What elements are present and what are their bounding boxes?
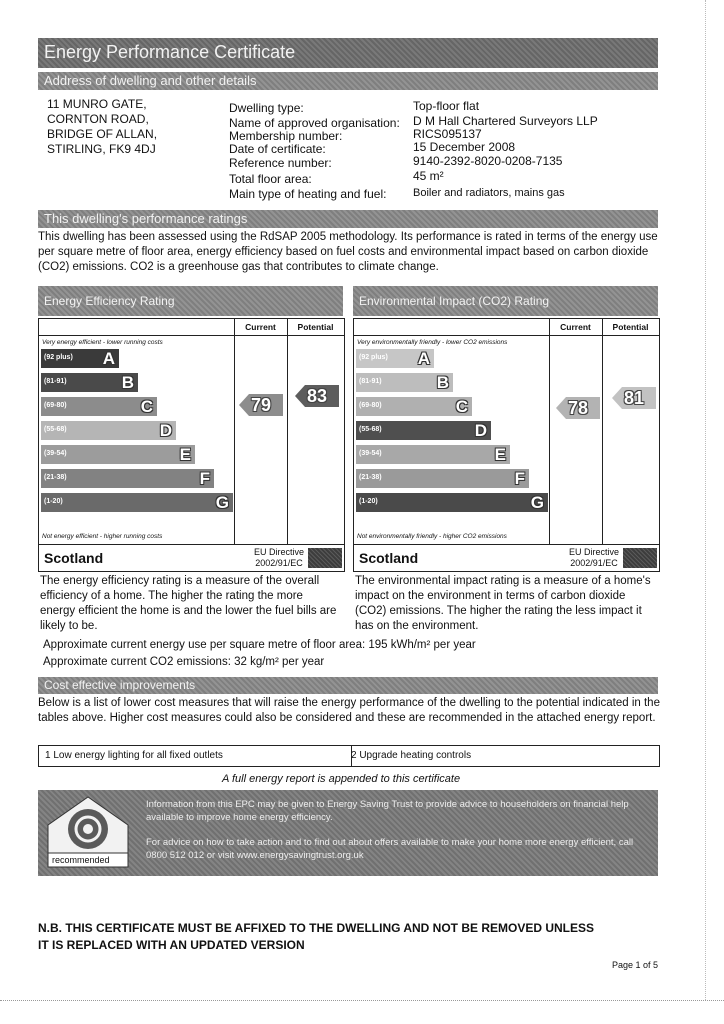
detail-label: Dwelling type: (229, 101, 304, 115)
rating-band-c (41, 397, 157, 416)
col-current: Current (245, 322, 276, 332)
top-note: Very environmentally friendly - lower CO2 emissions (357, 339, 508, 346)
band-letter: C (140, 397, 153, 416)
environment-description: The environmental impact rating is a measure of a home's impact on the environment in terms of carbon dioxide (CO2) emissions. The higher the rating the less impact it has on the environment. (355, 575, 651, 632)
improvements-intro: Below is a list of lower cost measures that will raise the energy performance of the dwelling to the potential indicated in the tables above. Higher cost measures could also be considered and these are recommended in the attached energy report. (38, 697, 660, 724)
energy-description: The energy efficiency rating is a measure of the overall efficiency of a home. The higher the rating the more energy efficient the home is and the lower the fuel bills are likely to be. (40, 575, 337, 632)
improvement-item: 2 Upgrade heating controls (351, 750, 472, 761)
col-potential: Potential (297, 322, 334, 332)
bottom-note: Not environmentally friendly - higher CO2 emissions (357, 533, 507, 540)
improvements-table (38, 745, 660, 767)
band-range: (69-80) (359, 402, 382, 409)
detail-label: Date of certificate: (229, 142, 326, 156)
est-logo-text: recommended (52, 855, 110, 865)
page-title: Energy Performance Certificate (44, 42, 296, 62)
band-letter: B (121, 373, 134, 392)
band-range: (55-68) (44, 426, 67, 433)
rating-band-d (356, 421, 491, 440)
country-label: Scotland (44, 550, 104, 566)
band-letter: F (199, 469, 210, 488)
nb-line-1: N.B. THIS CERTIFICATE MUST BE AFFIXED TO THE DWELLING AND NOT BE REMOVED UNLESS (38, 921, 595, 935)
column-divider (549, 319, 550, 545)
detail-value: 45 m² (413, 169, 444, 183)
co2-emissions-text: Approximate current CO2 emissions: 32 kg/m² per year (43, 656, 325, 668)
band-range: (92 plus) (44, 354, 73, 361)
band-range: (39-54) (359, 450, 382, 457)
title-band (38, 38, 658, 68)
rating-band-c (356, 397, 472, 416)
improvements-heading: Cost effective improvements (44, 678, 196, 692)
detail-label: Main type of heating and fuel: (229, 187, 387, 201)
address-heading: Address of dwelling and other details (44, 73, 257, 88)
band-range: (69-80) (44, 402, 67, 409)
band-range: (21-38) (359, 474, 382, 481)
est-info-2: For advice on how to take action and to find out about offers available to make your home more energy efficient, call 0800 512 012 or visit www.energysavingtrust.org.uk (146, 837, 634, 861)
rating-band-g (41, 493, 233, 512)
detail-value: 15 December 2008 (413, 140, 516, 154)
address-line: STIRLING, FK9 4DJ (47, 142, 156, 156)
scan-edge-line (705, 0, 706, 1000)
eu-directive-code: 2002/91/EC (570, 558, 618, 568)
ratings-intro: This dwelling has been assessed using the RdSAP 2005 methodology. Its performance is rated in terms of the energy use per square metre of floor area, energy efficiency based on fuel costs and environmental impact based on carbon dioxide (CO2) emissions. CO2 is a greenhouse gas that contributes to climate change. (38, 231, 658, 273)
band-range: (39-54) (44, 450, 67, 457)
potential-rating: 83 (307, 386, 328, 406)
eu-directive (569, 547, 619, 569)
col-current: Current (560, 322, 591, 332)
band-letter: D (159, 421, 172, 440)
rating-band-g (356, 493, 548, 512)
rating-band-a (356, 349, 434, 368)
band-range: (1-20) (44, 498, 63, 505)
current-rating-arrow (556, 397, 600, 419)
full-report-note: A full energy report is appended to this certificate (222, 773, 461, 785)
detail-value: Boiler and radiators, mains gas (413, 187, 565, 199)
rating-band-d (41, 421, 176, 440)
bottom-note: Not energy efficient - higher running costs (42, 533, 163, 540)
band-letter: A (102, 349, 115, 368)
band-letter: F (514, 469, 525, 488)
detail-label: Total floor area: (229, 172, 312, 186)
energy-saving-trust-logo (44, 795, 132, 871)
band-letter: A (417, 349, 430, 368)
environment-panel-heading: Environmental Impact (CO2) Rating (359, 294, 550, 308)
improvements-heading-band (38, 677, 658, 694)
eu-directive (254, 547, 304, 569)
band-letter: E (494, 445, 506, 464)
column-divider (234, 319, 235, 545)
band-range: (21-38) (44, 474, 67, 481)
eu-flag (623, 548, 657, 568)
rating-band-f (41, 469, 214, 488)
rating-band-e (356, 445, 510, 464)
environment-rating-panel (353, 318, 660, 572)
nb-line-2: IT IS REPLACED WITH AN UPDATED VERSION (38, 938, 305, 952)
potential-rating-arrow (295, 385, 339, 407)
top-note: Very energy efficient - lower running costs (42, 339, 163, 346)
detail-label: Membership number: (229, 129, 343, 143)
address-heading-band (38, 72, 658, 90)
rating-band-f (356, 469, 529, 488)
eu-flag (308, 548, 342, 568)
band-range: (81-91) (44, 378, 67, 385)
band-range: (1-20) (359, 498, 378, 505)
band-letter: G (215, 493, 229, 512)
current-rating: 79 (251, 395, 272, 415)
rating-band-a (41, 349, 119, 368)
column-divider (602, 319, 603, 545)
col-potential: Potential (612, 322, 649, 332)
potential-rating-arrow (612, 387, 656, 409)
ratings-heading: This dwelling's performance ratings (44, 211, 248, 226)
detail-value: Top-floor flat (413, 99, 480, 113)
energy-panel-heading: Energy Efficiency Rating (44, 294, 175, 308)
eu-directive-line: EU Directive (568, 547, 619, 557)
improvement-item: 1 Low energy lighting for all fixed outlets (45, 750, 223, 761)
band-letter: D (474, 421, 487, 440)
energy-panel-heading-band (38, 286, 343, 316)
address-line: CORNTON ROAD, (47, 112, 149, 126)
country-label: Scotland (359, 550, 419, 566)
scan-edge-line (0, 1000, 724, 1001)
environment-panel-heading-band (353, 286, 658, 316)
band-letter: C (455, 397, 468, 416)
band-range: (55-68) (359, 426, 382, 433)
current-rating-arrow (239, 394, 283, 416)
energy-use-text: Approximate current energy use per square metre of floor area: 195 kWh/m² per year (43, 639, 476, 651)
current-rating: 78 (568, 398, 589, 418)
band-letter: E (179, 445, 191, 464)
panel-footer (354, 544, 659, 571)
detail-label: Reference number: (229, 156, 332, 170)
ratings-heading-band (38, 210, 658, 228)
energy-saving-trust-box (38, 790, 658, 876)
band-letter: B (436, 373, 449, 392)
page-number: Page 1 of 5 (612, 960, 659, 970)
energy-rating-panel (38, 318, 345, 572)
rating-band-b (41, 373, 138, 392)
rating-band-e (41, 445, 195, 464)
detail-label: Name of approved organisation: (229, 116, 400, 130)
band-range: (81-91) (359, 378, 382, 385)
detail-value: D M Hall Chartered Surveyors LLP (413, 114, 598, 128)
potential-rating: 81 (624, 388, 645, 408)
est-info-1: Information from this EPC may be given to Energy Saving Trust to provide advice to householders on financial help available to improve home energy efficiency. (146, 799, 629, 823)
address-line: BRIDGE OF ALLAN, (47, 127, 158, 141)
band-letter: G (530, 493, 544, 512)
band-range: (92 plus) (359, 354, 388, 361)
detail-value: RICS095137 (413, 127, 482, 141)
eu-directive-code: 2002/91/EC (255, 558, 303, 568)
detail-value: 9140-2392-8020-0208-7135 (413, 154, 563, 168)
address-line: 11 MUNRO GATE, (47, 97, 147, 111)
panel-footer (39, 544, 344, 571)
rating-band-b (356, 373, 453, 392)
eu-directive-line: EU Directive (253, 547, 304, 557)
column-divider (287, 319, 288, 545)
